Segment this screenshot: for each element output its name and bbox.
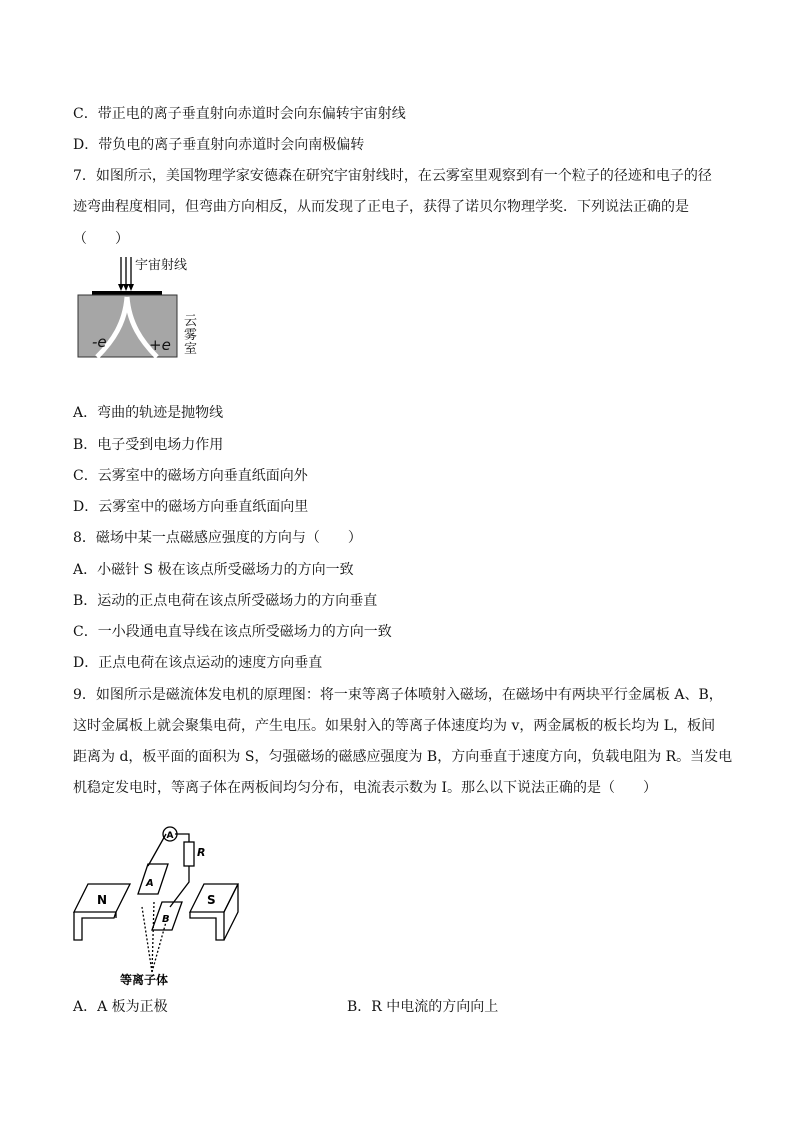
- q6-option-d: D．带负电的离子垂直射向赤道时会向南极偏转: [73, 137, 365, 153]
- resistor-label: R: [197, 846, 206, 859]
- plasma-label: 等离子体: [120, 973, 169, 987]
- q7-option-c: C．云雾室中的磁场方向垂直纸面向外: [73, 468, 308, 484]
- chamber-label-1: 云: [184, 314, 198, 329]
- q9-stem-line4: 机稳定发电时，等离子体在两板间均匀分布，电流表示数为 I。那么以下说法正确的是（ ）: [73, 780, 657, 796]
- q8-option-a: A．小磁针 S 极在该点所受磁场力的方向一致: [73, 562, 354, 578]
- q9-option-a: A．A 板为正极: [73, 999, 168, 1015]
- chamber-label-3: 室: [184, 342, 198, 357]
- q9-option-b: B．R 中电流的方向向上: [347, 999, 499, 1015]
- mhd-generator-figure: [70, 812, 250, 992]
- q7-stem-line3: （ ）: [73, 231, 129, 247]
- q8-option-d: D．正点电荷在该点运动的速度方向垂直: [73, 655, 323, 671]
- q7-stem-line2: 迹弯曲程度相同，但弯曲方向相反，从而发现了正电子，获得了诺贝尔物理学奖．下列说法正确的是: [73, 199, 689, 215]
- q9-stem-line2: 这时金属板上就会聚集电荷，产生电压。如果射入的等离子体速度均为 v，两金属板的板长均为 L，板间: [73, 718, 716, 734]
- north-pole-label: N: [97, 893, 108, 907]
- q9-stem-line3: 距离为 d，板平面的面积为 S，匀强磁场的磁感应强度为 B，方向垂直于速度方向，负载电阻为 R。当发电: [73, 749, 733, 765]
- q7-option-a: A．弯曲的轨迹是抛物线: [73, 405, 224, 421]
- cosmic-ray-label: 宇宙射线: [135, 258, 188, 273]
- q7-option-b: B．电子受到电场力作用: [73, 437, 224, 453]
- south-pole-label: S: [207, 893, 216, 907]
- q8-option-c: C．一小段通电直导线在该点所受磁场力的方向一致: [73, 624, 392, 640]
- q7-stem-line1: 7．如图所示，美国物理学家安德森在研究宇宙射线时，在云雾室里观察到有一个粒子的径迹和电子的径: [73, 168, 712, 184]
- q7-option-d: D．云雾室中的磁场方向垂直纸面向里: [73, 499, 309, 515]
- q8-option-b: B．运动的正点电荷在该点所受磁场力的方向垂直: [73, 593, 378, 609]
- ammeter-label: A: [166, 831, 174, 841]
- cloud-chamber-figure: [75, 253, 205, 363]
- q6-option-c: C．带正电的离子垂直射向赤道时会向东偏转宇宙射线: [73, 106, 406, 122]
- positron-label: +e: [149, 336, 171, 354]
- q9-stem-line1: 9．如图所示是磁流体发电机的原理图：将一束等离子体喷射入磁场，在磁场中有两块平行金属板 A、B，: [73, 687, 723, 703]
- electron-label: -e: [92, 333, 107, 351]
- plate-a-label: A: [146, 878, 154, 889]
- q8-stem: 8．磁场中某一点磁感应强度的方向与（ ）: [73, 530, 362, 546]
- plate-b-label: B: [162, 914, 170, 925]
- chamber-label-2: 雾: [184, 328, 198, 343]
